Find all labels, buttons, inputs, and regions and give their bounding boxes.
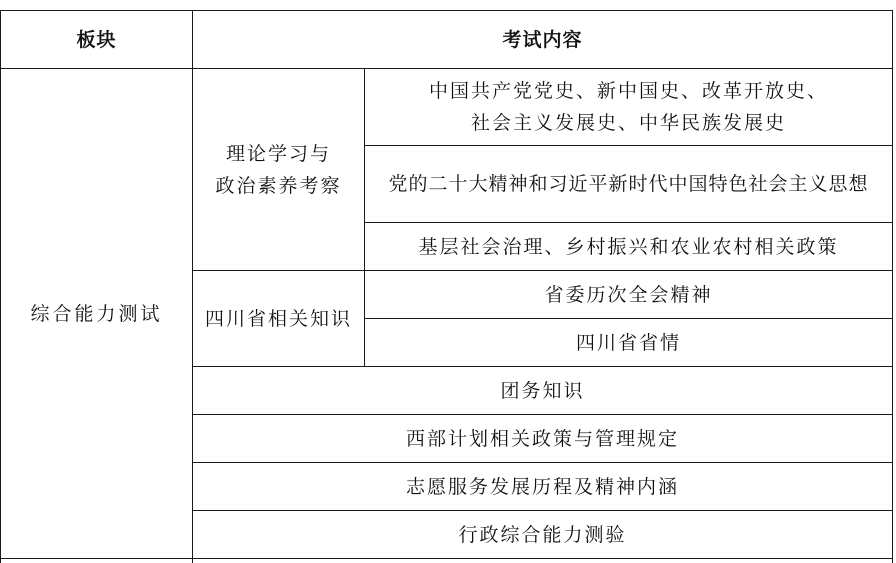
content-cell: 省委历次全会精神: [365, 271, 893, 319]
content-line: 中国共产党党史、新中国史、改革开放史、: [429, 80, 829, 102]
content-cell: 西部计划相关政策与管理规定: [193, 415, 893, 463]
table-row: [1, 69, 893, 146]
content-cell: 四川省省情: [365, 319, 893, 367]
exam-content-table: [0, 10, 893, 563]
section-label: 综合能力测试: [1, 69, 193, 559]
header-exam-content: 考试内容: [193, 11, 893, 69]
table-row-partial: [1, 559, 893, 563]
content-cell: 团务知识: [193, 367, 893, 415]
content-cell: 基层社会治理、乡村振兴和农业农村相关政策: [365, 223, 893, 271]
content-line: 社会主义发展史、中华民族发展史: [471, 112, 787, 134]
empty-cell: [193, 559, 893, 563]
group-label-line: 理论学习与: [225, 142, 331, 165]
content-cell: 行政综合能力测验: [193, 511, 893, 559]
group-label-line: 政治素养考察: [215, 174, 342, 197]
group-label-sichuan: 四川省相关知识: [193, 271, 365, 367]
group-label-theory: [193, 69, 365, 271]
content-cell: [365, 69, 893, 146]
content-cell: 党的二十大精神和习近平新时代中国特色社会主义思想: [365, 146, 893, 223]
table-header-row: [1, 11, 893, 69]
header-section: 板块: [1, 11, 193, 69]
empty-cell: [1, 559, 193, 563]
content-cell: 志愿服务发展历程及精神内涵: [193, 463, 893, 511]
